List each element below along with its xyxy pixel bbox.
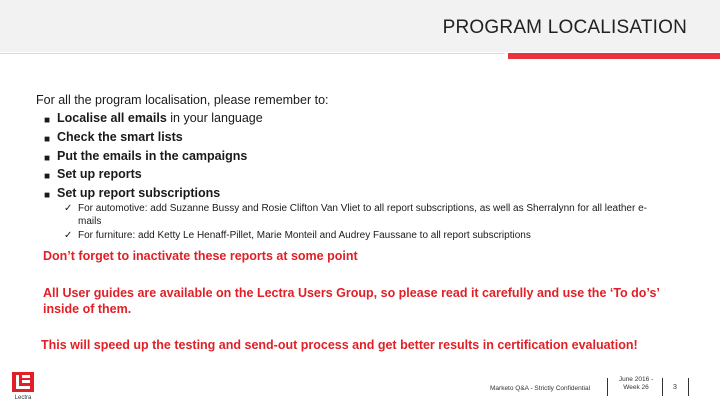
list-item [44, 109, 263, 128]
checkmark-icon: ✓ [64, 230, 73, 241]
footer-separator [662, 378, 663, 396]
lectra-logo [12, 372, 34, 400]
svg-text:Lectra: Lectra [14, 395, 32, 400]
list-item [44, 165, 263, 184]
list-item [44, 184, 263, 203]
square-bullet-icon: ■ [44, 152, 51, 164]
list-item-bold: Set up reports [57, 167, 142, 182]
square-bullet-icon: ■ [44, 190, 51, 202]
square-bullet-icon: ■ [44, 115, 51, 126]
page-number: 3 [673, 384, 677, 391]
check-list [64, 203, 664, 245]
square-bullet-icon: ■ [44, 133, 51, 145]
list-item-suffix: in your language [166, 111, 263, 125]
accent-bar [508, 53, 720, 59]
checkmark-icon: ✓ [64, 203, 73, 214]
check-item-text: For furniture: add Ketty Le Henaff-Pillet, Marie Monteil and Audrey Faussane to all report subscriptions [78, 230, 531, 241]
list-item-bold: Localise all emails [57, 111, 167, 125]
guides-text: All User guides are available on the Lectra Users Group, so please read it carefully and use the ‘To do’s’ inside of them. [43, 286, 660, 316]
header-band [0, 0, 720, 52]
list-item [44, 128, 263, 147]
check-item-text: For automotive: add Suzanne Bussy and Rosie Clifton Van Vliet to all report subscriptions, as well as Sherralynn for all leather e-mails [78, 203, 647, 227]
footer-confidential: Marketo Q&A - Strictly Confidential [490, 385, 591, 392]
footer-separator [688, 378, 689, 396]
header-divider [0, 53, 505, 54]
speed-text: This will speed up the testing and send-out process and get better results in certification evaluation! [41, 338, 638, 352]
reminder-list [44, 109, 263, 203]
list-item-bold: Put the emails in the campaigns [57, 148, 248, 163]
list-item-bold: Set up report subscriptions [57, 186, 221, 201]
warning-text: Don’t forget to inactivate these reports at some point [43, 249, 358, 263]
footer-separator [607, 378, 608, 396]
check-item [64, 203, 664, 228]
intro-text: For all the program localisation, please remember to: [36, 93, 329, 107]
square-bullet-icon: ■ [44, 171, 51, 183]
footer-date: June 2016 - Week 26 [618, 376, 654, 391]
list-item-bold: Check the smart lists [57, 129, 183, 144]
list-item [44, 147, 263, 166]
check-item [64, 230, 664, 243]
page-title: PROGRAM LOCALISATION [442, 17, 687, 38]
